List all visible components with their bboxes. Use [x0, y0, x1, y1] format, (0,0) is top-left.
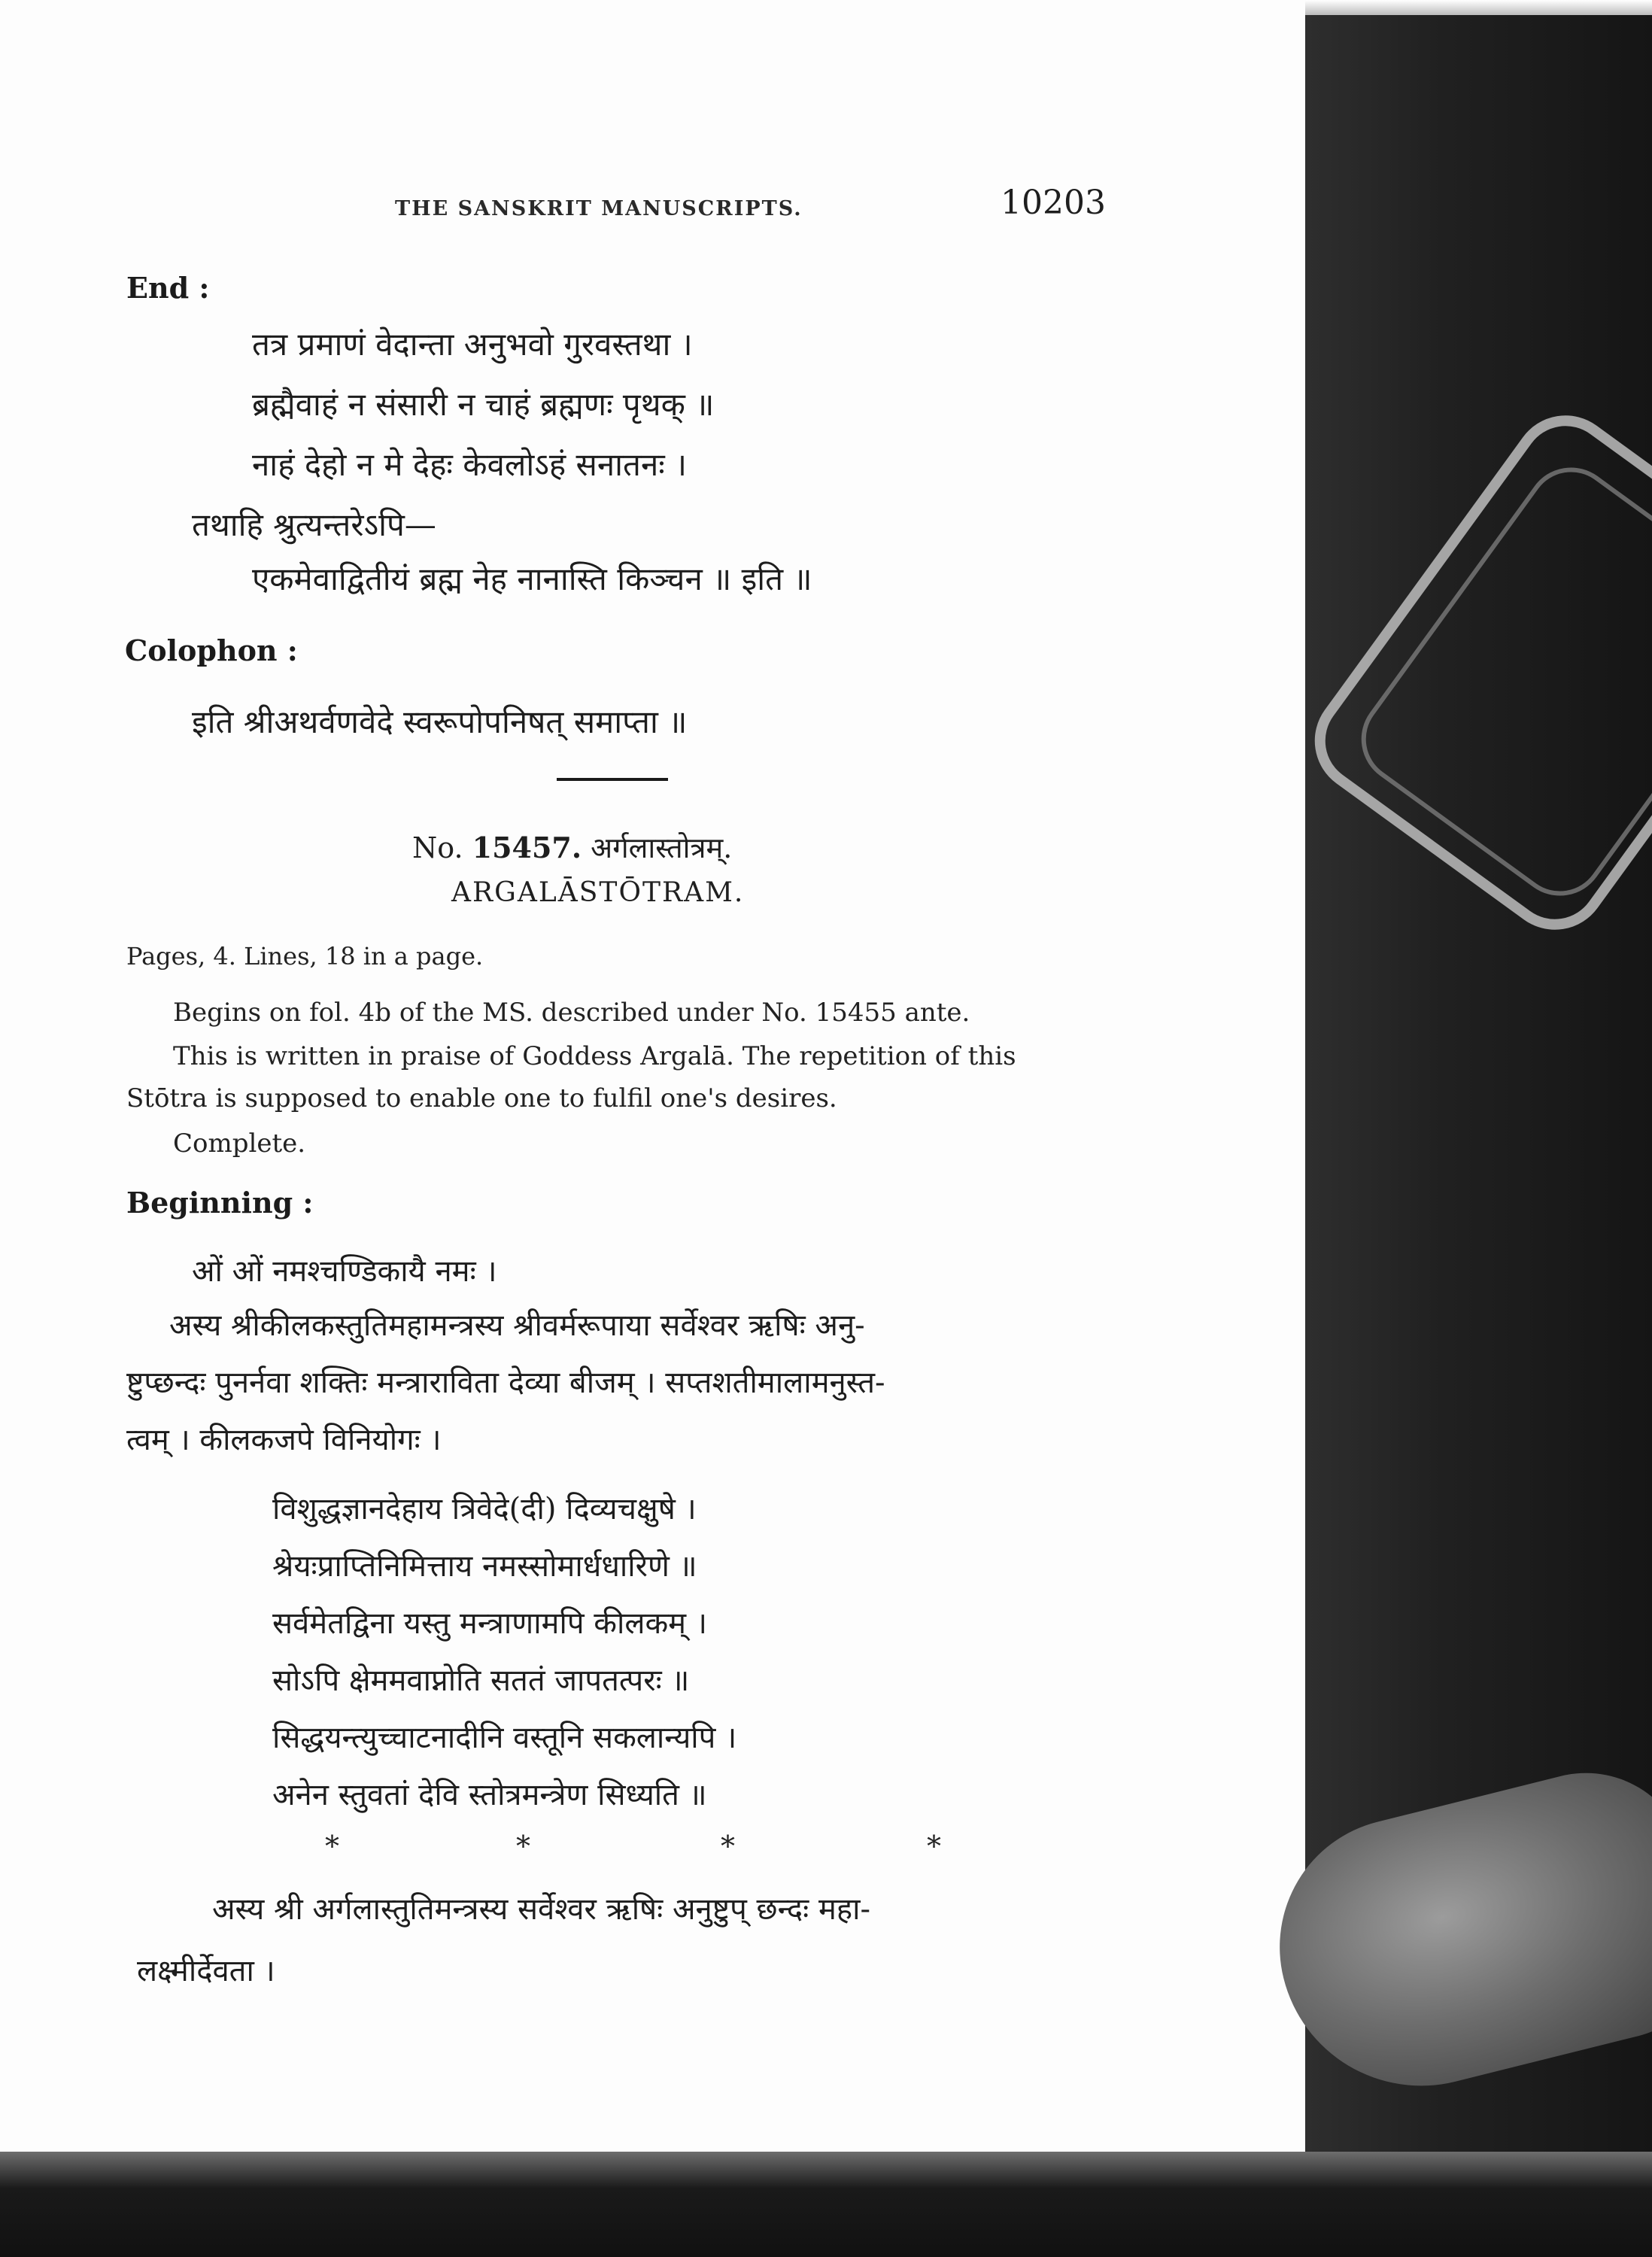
completeness-note: Complete.	[173, 1128, 306, 1159]
separator-star: *	[721, 1830, 735, 1863]
closing-line: लक्ष्मीर्देवता ।	[137, 1954, 275, 1988]
description-line: This is written in praise of Goddess Argalā. The repetition of this	[173, 1041, 1016, 1071]
dark-bottom-edge	[0, 2152, 1652, 2257]
end-label: End :	[126, 271, 210, 305]
beginning-verse-line: विशुद्धज्ञानदेहाय त्रिवेदे(दी) दिव्यचक्षुषे ।	[272, 1492, 697, 1526]
running-title: THE SANSKRIT MANUSCRIPTS.	[395, 197, 803, 220]
section-divider	[557, 778, 668, 781]
beginning-verse-line: अनेन स्तुवतां देवि स्तोत्रमन्त्रेण सिध्यति ॥	[272, 1778, 707, 1812]
beginning-prose-line: अस्य श्रीकीलकस्तुतिमहामन्त्रस्य श्रीवर्मरूपाया सर्वेश्वर ऋषिः अनु-	[169, 1308, 865, 1343]
beginning-verse-line: सोऽपि क्षेममवाप्नोति सततं जापतत्परः ॥	[272, 1663, 690, 1698]
entry-title-roman: ARGALĀSTŌTRAM.	[451, 877, 745, 908]
end-verse-line: तत्र प्रमाणं वेदान्ता अनुभवो गुरवस्तथा ।	[252, 326, 693, 363]
colophon-label: Colophon :	[125, 633, 298, 667]
entry-number: 15457.	[472, 831, 582, 864]
separator-star: *	[516, 1830, 530, 1863]
end-verse-line: ब्रह्मैवाहं न संसारी न चाहं ब्रह्मणः पृथक् ॥	[252, 386, 715, 423]
description-line: Stōtra is supposed to enable one to fulfil one's desires.	[126, 1083, 837, 1113]
closing-line: अस्य श्री अर्गलास्तुतिमन्त्रस्य सर्वेश्वर ऋषिः अनुष्टुप् छन्दः महा-	[212, 1892, 870, 1927]
beginning-prose-line: ओं ओं नमश्चण्डिकायै नमः ।	[192, 1254, 497, 1289]
beginning-verse-line: सिद्धयन्त्युच्चाटनादीनि वस्तूनि सकलान्यपि ।	[272, 1721, 737, 1755]
description-line: Begins on fol. 4b of the MS. described under No. 15455 ante.	[173, 998, 970, 1028]
beginning-prose-line: त्वम् । कीलकजपे विनियोगः ।	[126, 1423, 442, 1457]
end-verse-line: तथाहि श्रुत्यन्तरेऽपि—	[192, 506, 436, 543]
end-verse-line: नाहं देहो न मे देहः केवलोऽहं सनातनः ।	[252, 446, 688, 483]
beginning-prose-line: ष्टुप्छन्दः पुनर्नवा शक्तिः मन्त्राराविता देव्या बीजम् । सप्तशतीमालामनुस्त-	[126, 1365, 885, 1400]
entry-heading	[412, 828, 732, 867]
separator-star: *	[325, 1830, 339, 1863]
beginning-label: Beginning :	[126, 1186, 314, 1220]
beginning-verse-line: श्रेयःप्राप्तिनिमित्ताय नमस्सोमार्धधारिणे ॥	[272, 1549, 697, 1584]
separator-star: *	[927, 1830, 941, 1863]
colophon-text: इति श्रीअथर्वणवेदे स्वरूपोपनिषत् समाप्ता ॥	[192, 703, 688, 740]
page-number: 10203	[1001, 184, 1106, 222]
entry-number-prefix: No.	[412, 831, 463, 864]
end-verse-line: एकमेवाद्वितीयं ब्रह्म नेह नानास्ति किञ्चन ॥ इति ॥	[252, 560, 812, 597]
pages-lines-info: Pages, 4. Lines, 18 in a page.	[126, 942, 484, 971]
entry-title-devanagari: अर्गलास्तोत्रम्.	[591, 831, 733, 864]
beginning-verse-line: सर्वमेतद्विना यस्तु मन्त्राणामपि कीलकम् ।	[272, 1606, 707, 1641]
